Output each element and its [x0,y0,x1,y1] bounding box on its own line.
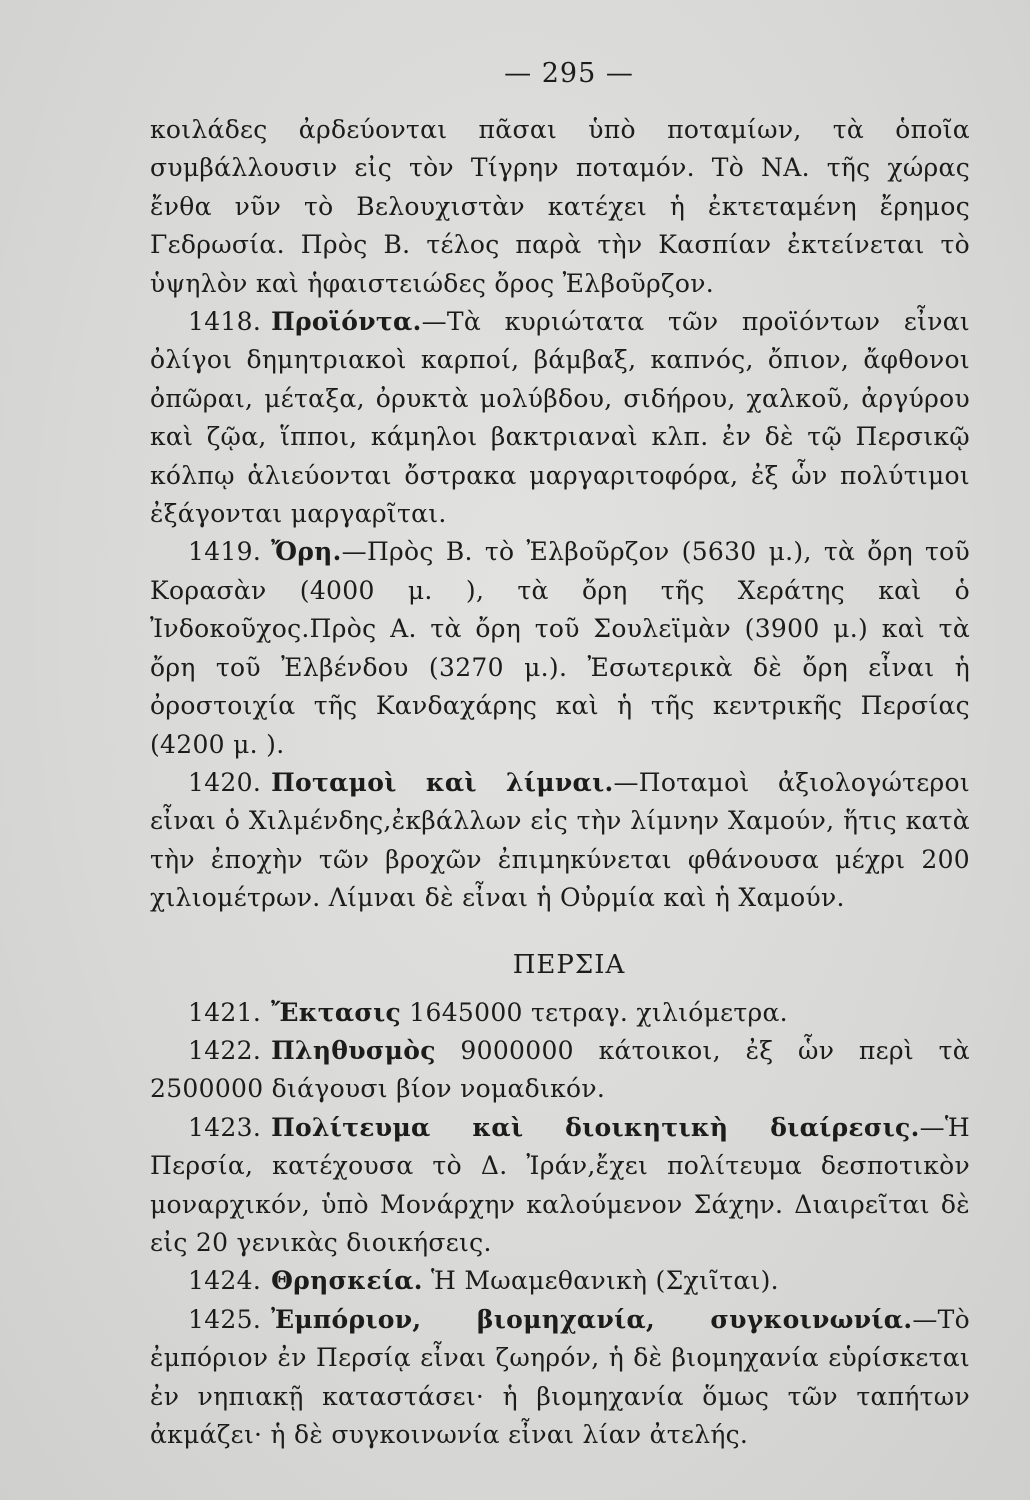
paragraph-heading: Θρησκεία. [271,1266,423,1296]
paragraph-heading: Ἔκτασις [271,997,402,1027]
top-text-block [150,111,970,918]
paragraph-text: —Ποταμοὶ ἀξιολογώτεροι εἶναι ὁ Χιλμένδης,ἐκβάλλων εἰς τὴν λίμνην Χαμούν, ἥτις κατὰ τὴν ἐποχὴν τῶν βροχῶν ἐπιμηκύνεται φθάνουσα μέχρι 200 χιλιομέτρων. Λίμναι δὲ εἶναι ἡ Οὐρμία καὶ ἡ Χαμούν. [150,767,971,913]
paragraph-number: 1419. [188,537,262,567]
paragraph [150,533,970,763]
bottom-text-block [150,994,970,1455]
paragraph [150,764,970,918]
paragraph-heading: Πληθυσμὸς [271,1035,436,1065]
paragraph-text: —Τὰ κυριώτατα τῶν προϊόντων εἶναι ὀλίγοι δημητριακοὶ καρποί, βάμβαξ, καπνός, ὄπιον, ἄφθονοι ὀπῶραι, μέταξα, ὀρυκτὰ μολύβδου, σιδήρου, χαλκοῦ, ἀργύρου καὶ ζῷα, ἵπποι, κάμηλοι βακτριαναὶ κλπ. ἐν δὲ τῷ Περσικῷ κόλπῳ ἁλιεύονται ὄστρακα μαργαριτοφόρα, ἐξ ὧν πολύτιμοι ἐξάγονται μαργαρῖται. [150,307,970,529]
paragraph [150,1109,970,1263]
paragraph-text: —Ἡ Περσία, κατέχουσα τὸ Δ. Ἰράν,ἔχει πολίτευμα δεσποτικὸν μοναρχικόν, ὑπὸ Μονάρχην καλούμενον Σάχην. Διαιρεῖται δὲ εἰς 20 γενικὰς διοικήσεις. [150,1112,970,1257]
paragraph-text: Ἡ Μωαμεθανικὴ (Σχιῖται). [422,1266,779,1296]
section-title: ΠΕΡΣΙΑ [512,949,626,980]
paragraph [150,1301,970,1455]
paragraph [150,1262,970,1300]
paragraph-heading: Ἐμπόριον, βιομηχανία, συγκοινωνία. [271,1304,913,1334]
paragraph-number: 1418. [188,307,262,337]
paragraph [150,1032,970,1109]
paragraph-number: 1422. [188,1035,262,1065]
paragraph-number: 1424. [188,1266,262,1296]
paragraph-number: 1425. [188,1304,262,1334]
paragraph-heading: Ποταμοὶ καὶ λίμναι. [271,767,614,797]
paragraph-text: κοιλάδες ἀρδεύονται πᾶσαι ὑπὸ ποταμίων, τὰ ὁποῖα συμβάλλουσιν εἰς τὸν Τίγρην ποταμόν. Τὸ ΝΑ. τῆς χώρας ἔνθα νῦν τὸ Βελουχιστὰν κατέχει ἡ ἐκτεταμένη ἔρημος Γεδρωσία. Πρὸς Β. τέλος παρὰ τὴν Κασπίαν ἐκτείνεται τὸ ὑψηλὸν καὶ ἡφαιστειώδες ὄρος Ἐλβοῦρζον. [150,115,970,298]
paragraph-heading: Ὄρη. [271,537,342,567]
paragraph-number: 1423. [188,1112,262,1142]
paragraph-number: 1420. [188,767,262,797]
page-number: — 295 — [504,58,634,89]
paragraph-text: —Τὸ ἐμπόριον ἐν Περσίᾳ εἶναι ζωηρόν, ἡ δὲ βιομηχανία εὑρίσκεται ἐν νηπιακῇ καταστάσει· ἡ βιομηχανία ὅμως τῶν ταπήτων ἀκμάζει· ἡ δὲ συγκοινωνία εἶναι λίαν ἀτελής. [150,1304,970,1449]
paragraph-text: 9000000 κάτοικοι, ἐξ ὧν περὶ τὰ 2500000 διάγουσι βίον νομαδικόν. [150,1035,970,1104]
paragraph-text: —Πρὸς Β. τὸ Ἐλβοῦρζον (5630 μ.), τὰ ὄρη τοῦ Κορασὰν (4000 μ. ), τὰ ὄρη τῆς Χεράτης καὶ ὁ Ἰνδοκοῦχος.Πρὸς Α. τὰ ὄρη τοῦ Σουλεϊμὰν (3900 μ.) καὶ τὰ ὄρη τοῦ Ἐλβένδου (3270 μ.). Ἐσωτερικὰ δὲ ὄρη εἶναι ἡ ὀροστοιχία τῆς Κανδαχάρης καὶ ἡ τῆς κεντρικῆς Περσίας (4200 μ. ). [150,537,970,759]
paragraph-text: 1645000 τετραγ. χιλιόμετρα. [401,997,788,1027]
paragraph-heading: Πολίτευμα καὶ διοικητικὴ διαίρεσις. [271,1112,920,1142]
paragraph [150,111,970,303]
paragraph-number: 1421. [188,997,262,1027]
paragraph [150,994,970,1032]
paragraph-heading: Προϊόντα. [271,307,422,337]
paragraph [150,303,970,533]
